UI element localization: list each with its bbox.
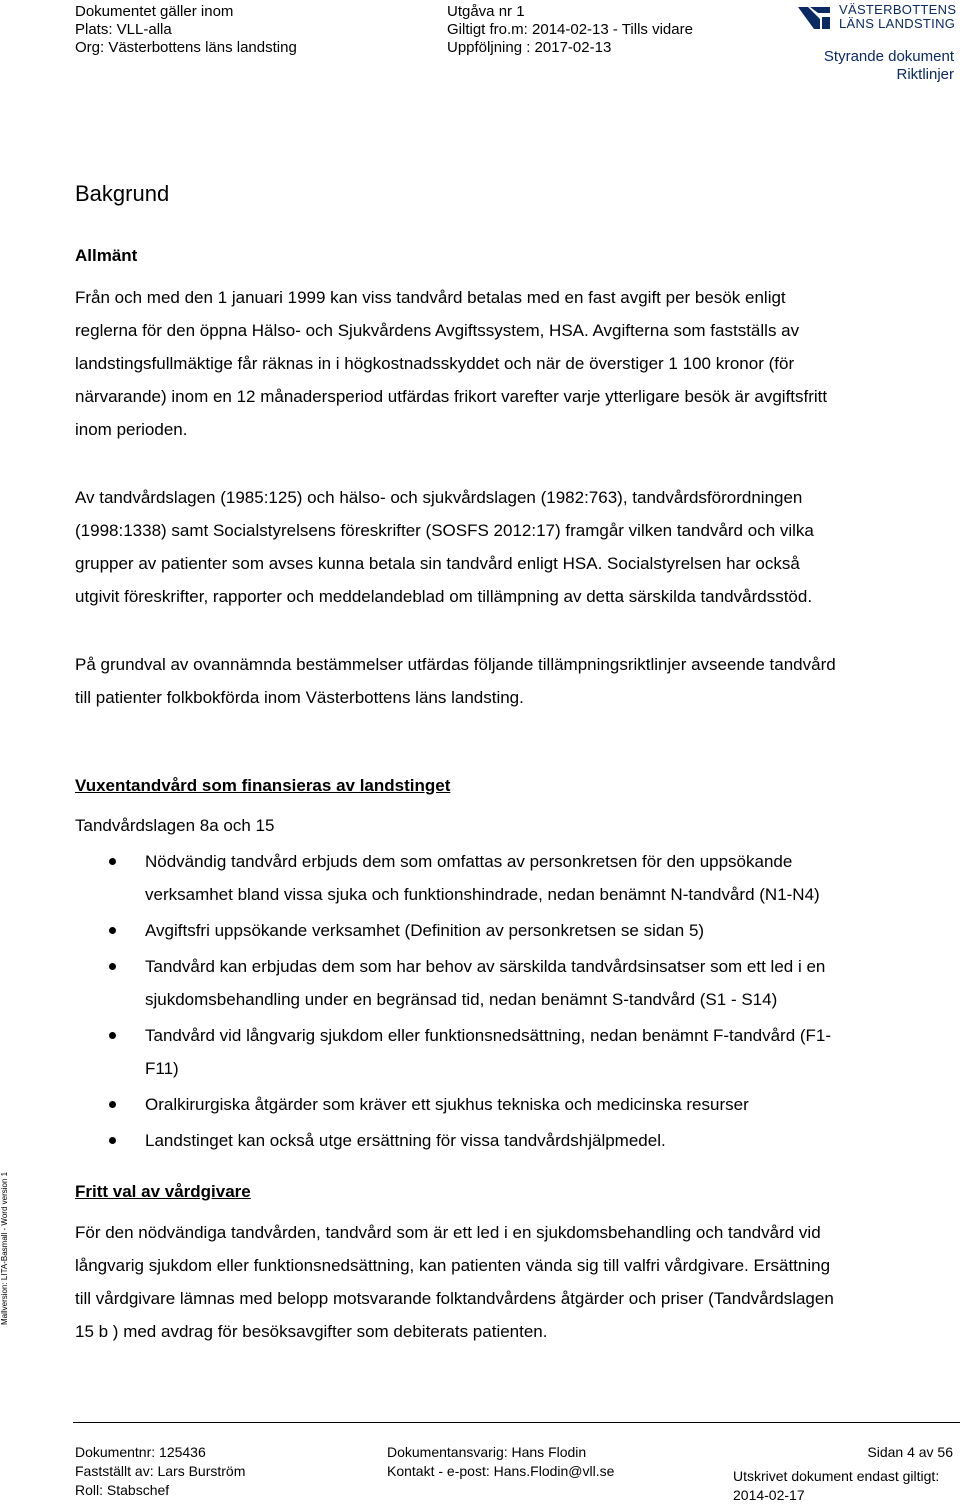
- text-line: närvarande) inom en 12 månadersperiod utfärdas frikort varefter varje ytterligare besök är avgiftsfritt: [75, 387, 828, 406]
- text-line: inom perioden.: [75, 420, 188, 439]
- footer-responsible: [387, 1443, 614, 1481]
- header-place-line: Plats: VLL-alla: [75, 21, 172, 38]
- header-edition-line: Utgåva nr 1: [447, 3, 525, 20]
- bullet-icon: [109, 1137, 116, 1144]
- bullet-icon: [109, 963, 116, 970]
- logo-line-1: VÄSTERBOTTENS: [839, 2, 957, 17]
- text-line: 15 b ) med avdrag för besöksavgifter som debiterats patienten.: [75, 1322, 548, 1341]
- text-line: Av tandvårdslagen (1985:125) och hälso- och sjukvårdslagen (1982:763), tandvårdsförordningen: [75, 488, 803, 507]
- list-item-text: F11): [145, 1059, 179, 1078]
- header-followup-line: Uppföljning : 2017-02-13: [447, 39, 612, 56]
- footer-doc-info: [75, 1443, 245, 1500]
- section-title: Bakgrund: [75, 181, 170, 206]
- bullet-icon: [109, 927, 116, 934]
- vuxentandvard-heading: Vuxentandvård som finansieras av landstinget: [75, 776, 451, 795]
- bullet-icon: [109, 1032, 116, 1039]
- paragraph-legislation: [75, 481, 935, 613]
- list-item-text: sjukdomsbehandling under en begränsad tid, nedan benämnt S-tandvård (S1 - S14): [145, 990, 778, 1009]
- footer-responsible-name: Dokumentansvarig: Hans Flodin: [387, 1444, 587, 1460]
- text-line: På grundval av ovannämnda bestämmelser utfärdas följande tillämpningsriktlinjer avseende tandvård: [75, 655, 836, 674]
- text-line: För den nödvändiga tandvården, tandvård som är ett led i en sjukdomsbehandling och tandvård vid: [75, 1223, 821, 1242]
- allmant-heading: Allmänt: [75, 246, 138, 265]
- legal-reference-text: Tandvårdslagen 8a och 15: [75, 816, 275, 835]
- list-item-text: Landstinget kan också utge ersättning för vissa tandvårdshjälpmedel.: [145, 1131, 666, 1150]
- list-item: [75, 914, 935, 947]
- list-item: [75, 1088, 935, 1121]
- footer-printed-date: 2014-02-17: [733, 1487, 805, 1503]
- header-scope-line: Dokumentet gäller inom: [75, 3, 234, 20]
- header-edition-column: [447, 3, 693, 57]
- list-item-text: Nödvändig tandvård erbjuds dem som omfattas av personkretsen för den uppsökande: [145, 852, 793, 871]
- list-item: [75, 1124, 935, 1157]
- text-line: till vårdgivare lämnas med belopp motsvarande folktandvårdens åtgärder och priser (Tandvårdslagen: [75, 1289, 834, 1308]
- text-line: landstingsfullmäktige får räknas in i högkostnadsskyddet och när de överstiger 1 100 kronor (för: [75, 354, 795, 373]
- footer-divider: [73, 1422, 960, 1423]
- paragraph-free-choice: [75, 1216, 935, 1348]
- template-version-note: Mallversion: LITA-Basmall - Word version 1: [0, 1171, 9, 1325]
- list-item-text: Tandvård vid långvarig sjukdom eller funktionsnedsättning, nedan benämnt F-tandvård (F1-: [145, 1026, 832, 1045]
- fritt-val-heading: Fritt val av vårdgivare: [75, 1182, 251, 1201]
- header-valid-line: Giltigt fro.m: 2014-02-13 - Tills vidare: [447, 21, 693, 38]
- list-item-text: Oralkirurgiska åtgärder som kräver ett sjukhus tekniska och medicinska resurser: [145, 1095, 749, 1114]
- legal-reference: [75, 816, 274, 836]
- footer-approved-by: Fastställt av: Lars Burström: [75, 1463, 246, 1479]
- document-subtype-label: Riktlinjer: [896, 66, 954, 83]
- list-item: [75, 845, 935, 911]
- text-line: grupper av patienter som avses kunna betala sin tandvård enligt HSA. Socialstyrelsen har också: [75, 554, 800, 573]
- text-line: utgivit föreskrifter, rapporter och meddelandeblad om tillämpning av detta särskilda tandvårdsstöd.: [75, 587, 813, 606]
- list-item: [75, 950, 935, 1016]
- list-item-text: verksamhet bland vissa sjuka och funktionshindrade, nedan benämnt N-tandvård (N1-N4): [145, 885, 820, 904]
- coverage-list: [75, 845, 935, 1157]
- document-type: [824, 48, 954, 84]
- list-item-text: Tandvård kan erbjudas dem som har behov av särskilda tandvårdsinsatser som ett led i en: [145, 957, 826, 976]
- footer-doc-number: Dokumentnr: 125436: [75, 1444, 206, 1460]
- header-org-line: Org: Västerbottens läns landsting: [75, 39, 297, 56]
- logo-line-2: LÄNS LANDSTING: [839, 16, 956, 31]
- logo-mark-icon: [796, 5, 832, 31]
- text-line: till patienter folkbokförda inom Västerbottens läns landsting.: [75, 688, 524, 707]
- list-item-text: Avgiftsfri uppsökande verksamhet (Definition av personkretsen se sidan 5): [145, 921, 705, 940]
- header-scope-column: [75, 3, 297, 57]
- bullet-icon: [109, 858, 116, 865]
- paragraph-guidelines: [75, 648, 935, 714]
- text-line: Från och med den 1 januari 1999 kan viss tandvård betalas med en fast avgift per besök enligt: [75, 288, 786, 307]
- text-line: (1998:1338) samt Socialstyrelsens föreskrifter (SOSFS 2012:17) framgår vilken tandvård och vilka: [75, 521, 814, 540]
- footer-printed-notice: Utskrivet dokument endast giltigt:: [733, 1468, 940, 1484]
- text-line: reglerna för den öppna Hälso- och Sjukvårdens Avgiftssystem, HSA. Avgifterna som fastställs av: [75, 321, 800, 340]
- footer-page-number: Sidan 4 av 56: [867, 1444, 953, 1460]
- footer-contact-email: Kontakt - e-post: Hans.Flodin@vll.se: [387, 1463, 615, 1479]
- bullet-icon: [109, 1101, 116, 1108]
- footer-role: Roll: Stabschef: [75, 1482, 170, 1498]
- paragraph-hsa: [75, 281, 935, 446]
- document-type-label: Styrande dokument: [823, 48, 954, 65]
- list-item: [75, 1019, 935, 1085]
- text-line: långvarig sjukdom eller funktionsnedsättning, kan patienten vända sig till valfri vårdgivare. Ersättning: [75, 1256, 831, 1275]
